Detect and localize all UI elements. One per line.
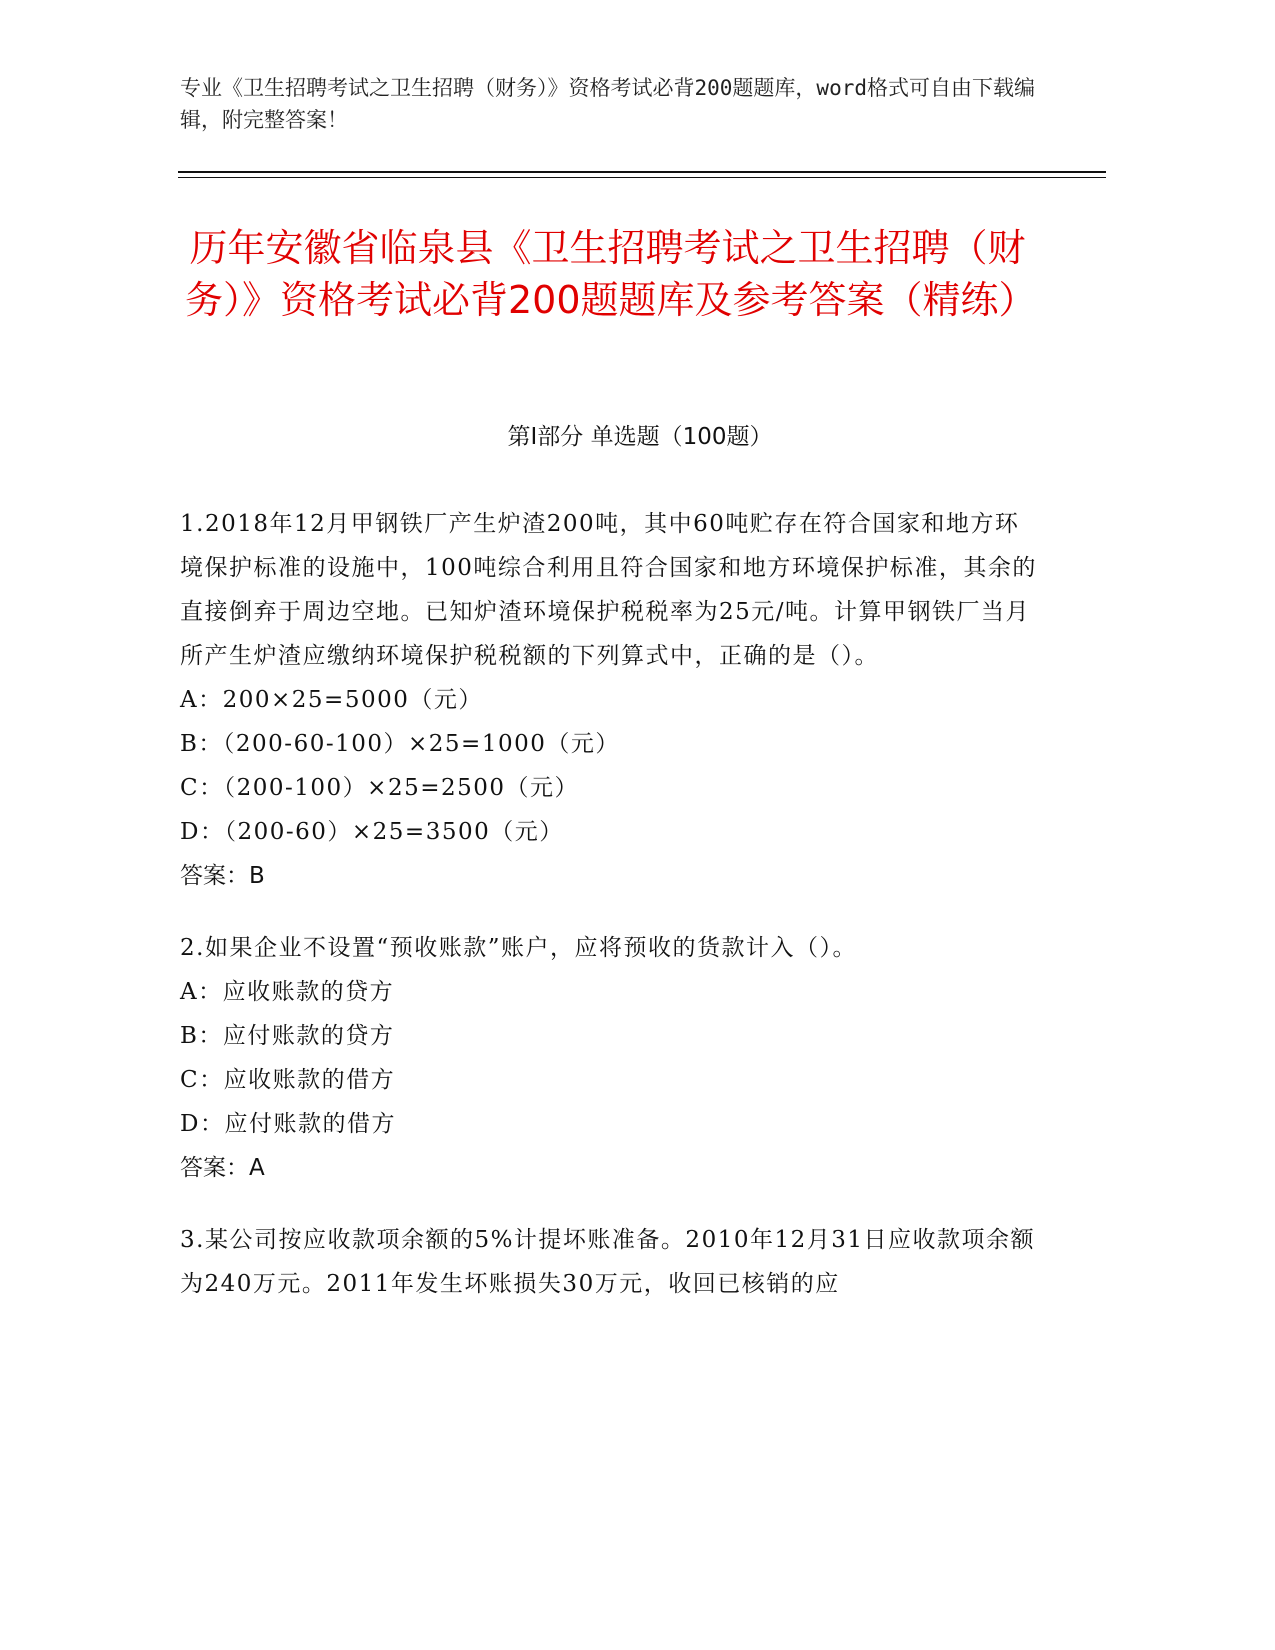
header-divider-thin: [178, 177, 1106, 178]
header-note: 专业《卫生招聘考试之卫生招聘（财务）》资格考试必背200题题库，word格式可自由下载编辑，附完整答案！: [180, 76, 1035, 132]
document-title: 历年安徽省临泉县《卫生招聘考试之卫生招聘（财务）》资格考试必背200题题库及参考答案（精练）: [185, 226, 1037, 322]
question-text: 3.某公司按应收款项余额的5%计提坏账准备。2010年12月31日应收款项余额为240万元。2011年发生坏账损失30万元，收回已核销的应: [180, 1227, 1035, 1297]
question-1: [180, 502, 1040, 898]
option-b: B：（200-60-100）×25=1000（元）: [180, 731, 620, 757]
question-2: [180, 926, 1040, 1190]
answer: 答案：B: [180, 863, 265, 889]
option-d: D：（200-60）×25=3500（元）: [180, 819, 564, 845]
option-a: A：应收账款的贷方: [180, 979, 395, 1005]
header-divider-thick: [178, 171, 1106, 173]
section-heading: 第Ⅰ部分 单选题（100题）: [507, 424, 773, 450]
option-c: C：应收账款的借方: [180, 1067, 396, 1093]
option-a: A：200×25=5000（元）: [180, 687, 483, 713]
answer: 答案：A: [180, 1155, 265, 1181]
question-list: [180, 502, 1040, 1334]
question-3: [180, 1218, 1040, 1306]
option-c: C：（200-100）×25=2500（元）: [180, 775, 580, 801]
question-text: 2.如果企业不设置“预收账款”账户，应将预收的货款计入（）。: [180, 935, 857, 961]
option-d: D：应付账款的借方: [180, 1111, 396, 1137]
option-b: B：应付账款的贷方: [180, 1023, 395, 1049]
question-text: 1.2018年12月甲钢铁厂产生炉渣200吨，其中60吨贮存在符合国家和地方环境保护标准的设施中，100吨综合利用且符合国家和地方环境保护标准，其余的直接倒弃于周边空地。已知炉渣环境保护税税率为25元/吨。计算甲钢铁厂当月所产生炉渣应缴纳环境保护税税额的下列算式中，正确的是（）。: [180, 511, 1037, 669]
